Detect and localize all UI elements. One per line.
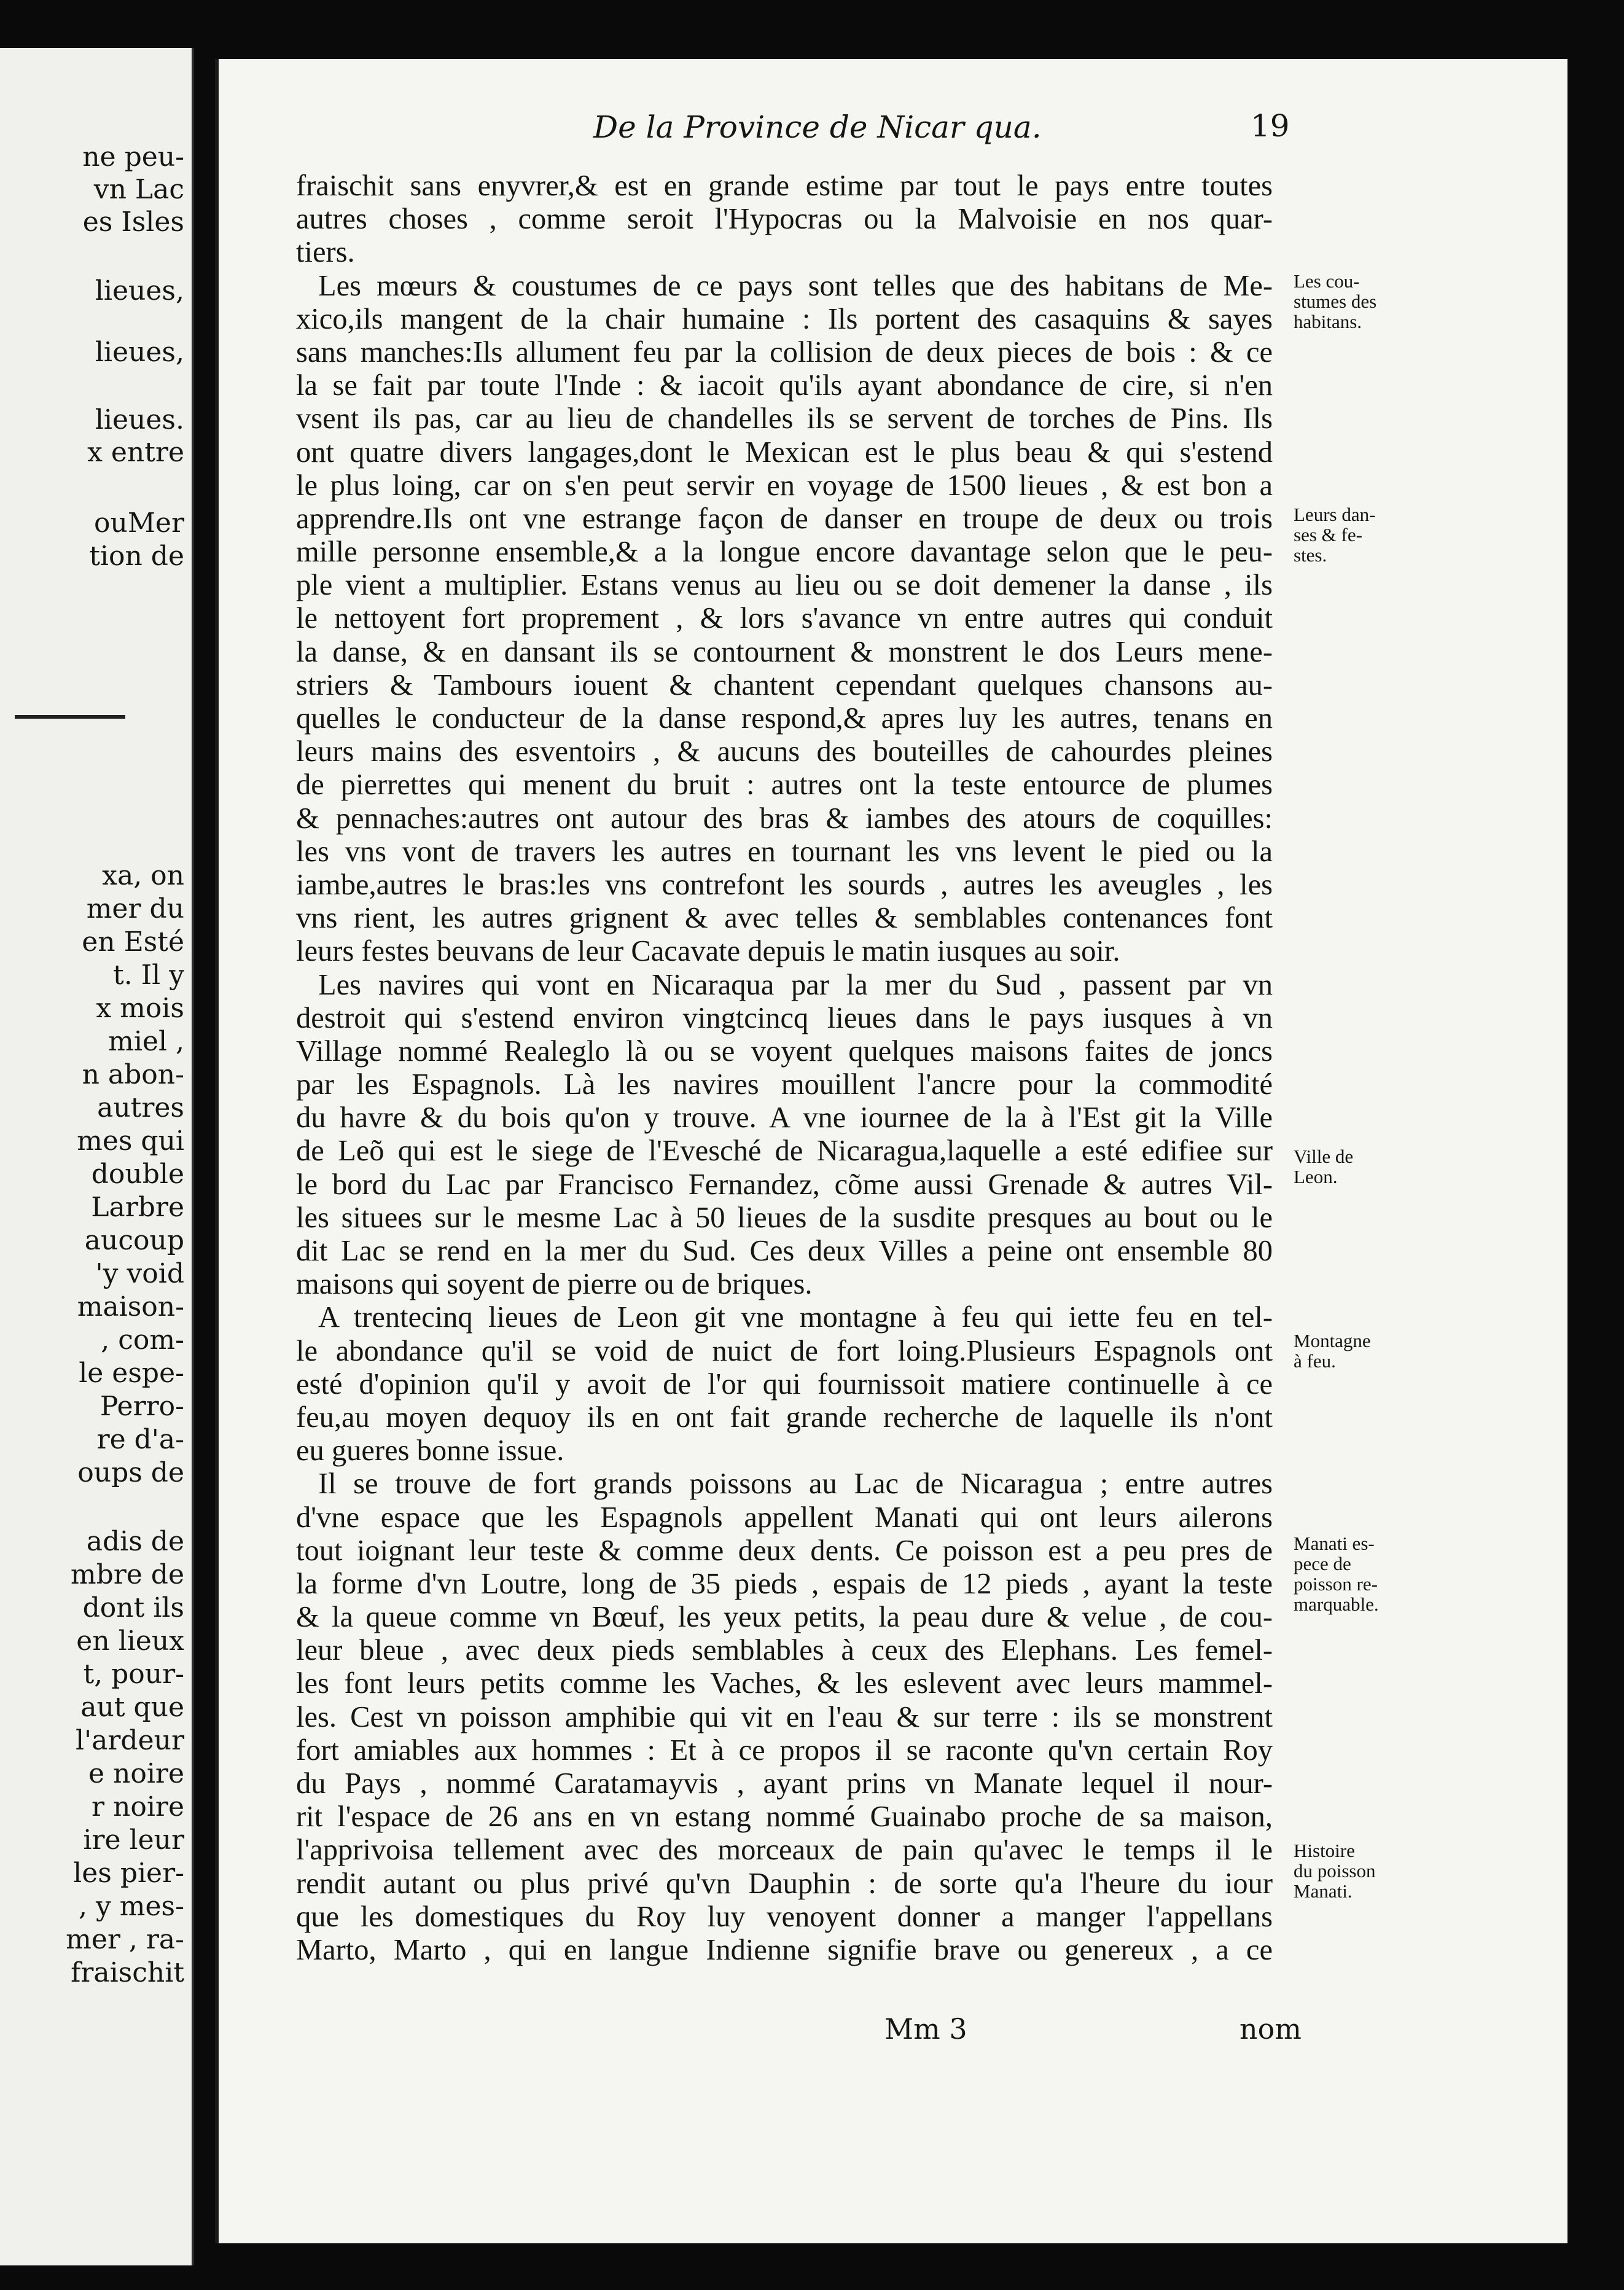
margin-note-line: poisson re- bbox=[1294, 1573, 1378, 1595]
text-line: rit l'espace de 26 ans en vn estang nommé Guainabo proche de sa maison, bbox=[296, 1800, 1273, 1834]
text-line: le bord du Lac par Francisco Fernandez, cõme aussi Grenade & autres Vil- bbox=[296, 1168, 1273, 1201]
text-line: & pennaches:autres ont autour des bras & iambes des atours de coquilles: bbox=[296, 802, 1273, 835]
text-line: vns rient, les autres grignent & avec telles & semblables contenances font bbox=[296, 902, 1273, 935]
body-text bbox=[296, 170, 1273, 1967]
margin-note-line: habitans. bbox=[1294, 311, 1362, 332]
text-line: Marto, Marto , qui en langue Indienne signifie brave ou genereux , a ce bbox=[296, 1933, 1273, 1966]
left-page-fragment: aucoup bbox=[84, 1225, 184, 1256]
left-page-fragment: autres bbox=[97, 1092, 184, 1124]
text-line: quelles le conducteur de la danse respond,& apres luy les autres, tenans en bbox=[296, 702, 1273, 735]
margin-note-line: Leon. bbox=[1294, 1166, 1338, 1187]
text-line: iambe,autres le bras:les vns contrefont les sourds , autres les aveugles , les bbox=[296, 868, 1273, 901]
text-line: & la queue comme vn Bœuf, les yeux petits, la peau dure & velue , de cou- bbox=[296, 1601, 1273, 1634]
text-line: rendit autant ou plus privé qu'vn Dauphin : de sorte qu'a l'heure du iour bbox=[296, 1867, 1273, 1900]
text-line: du Pays , nommé Caratamayvis , ayant prins vn Manate lequel il nour- bbox=[296, 1767, 1273, 1800]
text-line: de Leõ qui est le siege de l'Evesché de Nicaragua,laquelle a esté edifiee sur bbox=[296, 1135, 1273, 1168]
margin-note-line: ses & fe- bbox=[1294, 524, 1362, 545]
text-line: que les domestiques du Roy luy venoyent donner a manger l'appellans bbox=[296, 1900, 1273, 1933]
left-page-fragment: mer , ra- bbox=[66, 1924, 184, 1955]
left-page-fragment: x entre bbox=[87, 437, 184, 468]
text-line: destroit qui s'estend environ vingtcincq lieues dans le pays iusques à vn bbox=[296, 1001, 1273, 1034]
left-page-fragment: Perro- bbox=[100, 1391, 184, 1422]
text-line: sans manches:Ils allument feu par la collision de deux pieces de bois : & ce bbox=[296, 335, 1273, 369]
text-line: fraischit sans enyvrer,& est en grande estime par tout le pays entre toutes bbox=[296, 170, 1273, 202]
text-line: feu,au moyen dequoy ils en ont fait grande recherche de laquelle ils n'ont bbox=[296, 1401, 1273, 1434]
margin-note-line: à feu. bbox=[1294, 1350, 1336, 1372]
text-line: esté d'opinion qu'il y avoit de l'or qui fournissoit matiere continuelle à ce bbox=[296, 1367, 1273, 1401]
left-page-fragment: lieues, bbox=[95, 275, 184, 307]
left-page-fragment: le espe- bbox=[79, 1358, 184, 1389]
left-page-fragment: re d'a- bbox=[96, 1424, 184, 1455]
margin-note bbox=[1294, 1840, 1423, 1901]
left-page-fragment: t, pour- bbox=[83, 1659, 184, 1690]
left-page-fragment: dont ils bbox=[82, 1592, 184, 1624]
margin-note-line: pece de bbox=[1294, 1553, 1351, 1574]
text-line: dit Lac se rend en la mer du Sud. Ces deux Villes a peine ont ensemble 80 bbox=[296, 1235, 1273, 1267]
text-line: mille personne ensemble,& a la longue encore davantage selon que le peu- bbox=[296, 536, 1273, 569]
scan-border bbox=[1567, 59, 1624, 2243]
text-line: tiers. bbox=[296, 236, 355, 269]
text-line: striers & Tambours iouent & chantent cependant quelques chansons au- bbox=[296, 668, 1273, 701]
text-line: eu gueres bonne issue. bbox=[296, 1434, 564, 1467]
left-page-fragment: ne peu- bbox=[82, 141, 184, 173]
page-number: 19 bbox=[1251, 108, 1290, 144]
left-page-fragment: ouMer bbox=[94, 507, 184, 539]
text-line: Village nommé Realeglo là ou se voyent quelques maisons faites de joncs bbox=[296, 1034, 1273, 1068]
text-line: Les mœurs & coustumes de ce pays sont telles que des habitans de Me- bbox=[318, 269, 1273, 302]
margin-note bbox=[1294, 1331, 1423, 1371]
left-page-fragment: tion de bbox=[89, 541, 184, 572]
margin-note bbox=[1294, 1146, 1423, 1187]
text-line: leurs festes beuvans de leur Cacavate depuis le matin iusques au soir. bbox=[296, 935, 1120, 968]
text-line: A trentecinq lieues de Leon git vne montagne à feu qui iette feu en tel- bbox=[318, 1301, 1273, 1334]
text-line: l'apprivoisa tellement avec des morceaux de pain qu'avec le temps il le bbox=[296, 1834, 1273, 1867]
text-line: tout ioignant leur teste & comme deux dents. Ce poisson est a peu pres de bbox=[296, 1534, 1273, 1567]
book-page bbox=[219, 59, 1567, 2243]
margin-note-line: marquable. bbox=[1294, 1593, 1379, 1615]
margin-note-line: stumes des bbox=[1294, 291, 1377, 312]
left-page-fragment: mbre de bbox=[70, 1559, 184, 1590]
left-page-fragment: e noire bbox=[88, 1758, 184, 1789]
left-page-fragment: , y mes- bbox=[78, 1891, 184, 1922]
left-page-fragment: adis de bbox=[86, 1526, 184, 1557]
text-line: ont quatre divers langages,dont le Mexican est le plus beau & qui s'estend bbox=[296, 436, 1273, 469]
left-page-rule bbox=[15, 715, 125, 719]
left-page-fragment: xa, on bbox=[102, 860, 184, 891]
margin-note-line: Leurs dan- bbox=[1294, 504, 1376, 525]
margin-note-line: du poisson bbox=[1294, 1860, 1376, 1882]
text-line: d'vne espace que les Espagnols appellent Manati qui ont leurs ailerons bbox=[296, 1501, 1273, 1534]
left-page-fragment: ire leur bbox=[83, 1824, 184, 1856]
left-page-fragment: mes qui bbox=[77, 1125, 184, 1157]
left-page-fragment: lieues, bbox=[95, 337, 184, 368]
left-page-fragment: vn Lac bbox=[93, 174, 184, 205]
left-page-fragment: r noire bbox=[92, 1791, 184, 1823]
left-page-fragment: t. Il y bbox=[113, 959, 184, 991]
catchword: nom bbox=[1239, 2012, 1302, 2046]
left-page-fragment: es Isles bbox=[82, 206, 184, 238]
text-line: les situees sur le mesme Lac à 50 lieues de la susdite presques au bout ou le bbox=[296, 1201, 1273, 1234]
left-page-fragment: maison- bbox=[77, 1291, 184, 1323]
text-line: fort amiables aux hommes : Et à ce propos il se raconte qu'vn certain Roy bbox=[296, 1733, 1273, 1767]
text-line: leurs mains des esventoirs , & aucuns des bouteilles de cahourdes pleines bbox=[296, 735, 1273, 768]
left-page-fragment: 'y void bbox=[95, 1258, 184, 1289]
margin-note-line: Les cou- bbox=[1294, 270, 1360, 292]
running-head: De la Province de Nicar qua. bbox=[593, 109, 1042, 145]
text-line: de pierrettes qui menent du bruit : autres ont la teste entource de plumes bbox=[296, 768, 1273, 802]
text-line: du havre & du bois qu'on y trouve. A vne iournee de la à l'Est git la Ville bbox=[296, 1101, 1273, 1135]
margin-note-line: Histoire bbox=[1294, 1840, 1355, 1861]
text-line: le nettoyent fort proprement , & lors s'avance vn entre autres qui conduit bbox=[296, 602, 1273, 635]
left-page-fragment: x mois bbox=[96, 993, 184, 1024]
text-line: le abondance qu'il se void de nuict de fort loing.Plusieurs Espagnols ont bbox=[296, 1334, 1273, 1367]
left-page-fragment: Larbre bbox=[91, 1192, 184, 1223]
left-page-fragment: mer du bbox=[86, 893, 184, 924]
margin-note-line: stes. bbox=[1294, 544, 1327, 566]
text-line: vsent ils pas, car au lieu de chandelles ils se servent de torches de Pins. Ils bbox=[296, 402, 1273, 436]
text-line: la danse, & en dansant ils se contournent & monstrent le dos Leurs mene- bbox=[296, 635, 1273, 668]
text-line: Les navires qui vont en Nicaraqua par la mer du Sud , passent par vn bbox=[318, 968, 1273, 1001]
margin-note-line: Manati es- bbox=[1294, 1533, 1375, 1554]
margin-note bbox=[1294, 504, 1423, 565]
text-line: leur bleue , avec deux pieds semblables à ceux des Elephans. Les femel- bbox=[296, 1634, 1273, 1667]
margin-note bbox=[1294, 1533, 1423, 1614]
margin-note-line: Manati. bbox=[1294, 1880, 1353, 1902]
left-page-fragment: double bbox=[91, 1159, 184, 1190]
left-page-fragment: n abon- bbox=[82, 1059, 184, 1090]
left-page-fragment: l'ardeur bbox=[75, 1725, 184, 1756]
text-line: Il se trouve de fort grands poissons au Lac de Nicaragua ; entre autres bbox=[318, 1467, 1273, 1501]
margin-note bbox=[1294, 271, 1423, 332]
text-line: la forme d'vn Loutre, long de 35 pieds , espais de 12 pieds , ayant la teste bbox=[296, 1567, 1273, 1600]
left-page-fragment: en lieux bbox=[76, 1625, 184, 1657]
left-page-fragment: lieues. bbox=[95, 404, 184, 436]
signature-mark: Mm 3 bbox=[884, 2012, 967, 2046]
text-line: les vns vont de travers les autres en tournant les vns levent le pied ou la bbox=[296, 835, 1273, 868]
left-facing-page bbox=[0, 48, 194, 2265]
margin-note-line: Ville de bbox=[1294, 1146, 1354, 1167]
left-page-fragment: fraischit bbox=[71, 1957, 184, 1988]
text-line: autres choses , comme seroit l'Hypocras ou la Malvoisie en nos quar- bbox=[296, 203, 1273, 236]
left-page-fragment: miel , bbox=[108, 1026, 184, 1057]
left-page-fragment: les pier- bbox=[73, 1858, 184, 1889]
left-page-fragment: en Esté bbox=[82, 926, 184, 958]
text-line: les font leurs petits comme les Vaches, & les eslevent avec leurs mammel- bbox=[296, 1667, 1273, 1700]
text-line: apprendre.Ils ont vne estrange façon de danser en troupe de deux ou trois bbox=[296, 502, 1273, 535]
text-line: maisons qui soyent de pierre ou de briques. bbox=[296, 1268, 813, 1301]
margin-note-line: Montagne bbox=[1294, 1330, 1371, 1351]
text-line: les. Cest vn poisson amphibie qui vit en l'eau & sur terre : ils se monstrent bbox=[296, 1700, 1273, 1733]
text-line: xico,ils mangent de la chair humaine : Ils portent des casaquins & sayes bbox=[296, 302, 1273, 335]
left-page-fragment: oups de bbox=[77, 1457, 184, 1488]
left-page-fragment: aut que bbox=[80, 1692, 184, 1723]
text-line: par les Espagnols. Là les navires mouillent l'ancre pour la commodité bbox=[296, 1068, 1273, 1101]
left-page-fragment: , com- bbox=[101, 1324, 184, 1356]
text-line: ple vient a multiplier. Estans venus au lieu ou se doit demener la danse , ils bbox=[296, 569, 1273, 602]
text-line: la se fait par toute l'Inde : & iacoit qu'ils ayant abondance de cire, si n'en bbox=[296, 369, 1273, 402]
text-line: le plus loing, car on s'en peut servir en voyage de 1500 lieues , & est bon a bbox=[296, 469, 1273, 502]
